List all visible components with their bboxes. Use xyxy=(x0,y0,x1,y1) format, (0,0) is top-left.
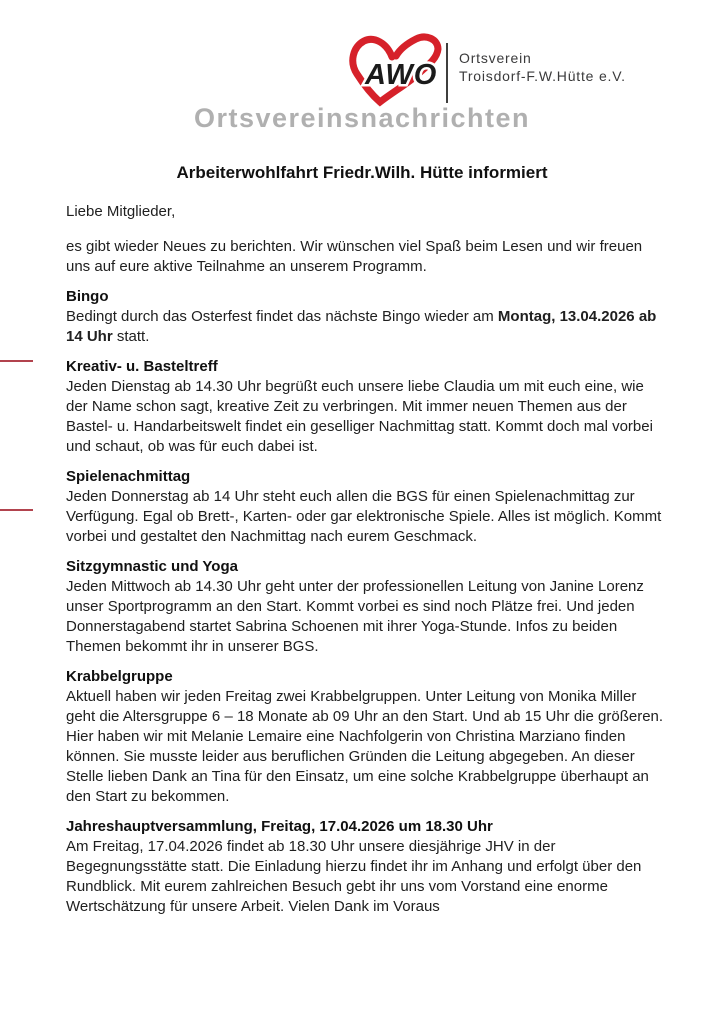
logo-org-line1: Ortsverein xyxy=(459,50,532,66)
section-heading: Spielenachmittag xyxy=(66,468,191,485)
newsletter-section xyxy=(66,667,668,807)
newsletter-section xyxy=(66,817,668,917)
text-run: statt. xyxy=(112,328,150,345)
text-run: Aktuell haben wir jeden Freitag zwei Krabbelgruppen. Unter Leitung von Monika Miller geht die Altersgruppe 6 – 18 Monate ab 09 Uhr an den Start. Und ab 15 Uhr die größeren. Hier haben wir mit Melanie Lemaire eine Nachfolgerin von Christina Marziano finden können. Sie musste leider aus beruflichen Gründen die Leitung abgegeben. An dieser Stelle lieben Dank an Tina für den Einsatz, um eine solche Krabbelgruppe überhaupt an den Start zu bekommen. xyxy=(66,688,664,805)
newsletter-body xyxy=(66,202,668,927)
section-heading: Kreativ- u. Basteltreff xyxy=(66,358,218,375)
logo-org-line2: Troisdorf-F.W.Hütte e.V. xyxy=(459,68,626,84)
intro-paragraph: es gibt wieder Neues zu berichten. Wir wünschen viel Spaß beim Lesen und wir freuen uns auf eure aktive Teilnahme an unserem Programm. xyxy=(66,238,643,275)
text-run: Jeden Dienstag ab 14.30 Uhr begrüßt euch unsere liebe Claudia um mit euch eine, wie der Name schon sagt, kreative Zeit zu verbringen. Mit immer neuen Themen aus der Bastel- u. Handarbeitswelt findet ein geselliger Nachmittag statt. Kommt doch mal vorbei und schaut, ob was für euch dabei ist. xyxy=(66,378,653,455)
section-paragraph xyxy=(66,577,668,657)
greeting: Liebe Mitglieder, xyxy=(66,203,176,220)
awo-wordmark: AWO xyxy=(365,59,438,91)
sections xyxy=(66,287,668,917)
logo-divider xyxy=(446,43,448,103)
awo-logo xyxy=(350,36,626,107)
section-heading: Krabbelgruppe xyxy=(66,668,173,685)
section-heading: Bingo xyxy=(66,288,109,305)
newsletter-section xyxy=(66,557,668,657)
section-paragraph xyxy=(66,377,668,457)
awo-heart-logo xyxy=(350,36,444,107)
newsletter-section xyxy=(66,357,668,457)
text-run: Am Freitag, 17.04.2026 findet ab 18.30 Uhr unsere diesjährige JHV in der Begegnungsstätte statt. Die Einladung hierzu findet ihr im Anhang und erfolgt über den Rundblick. Mit eurem zahlreichen Besuch gebt ihr uns vom Vorstand eine enorme Wertschätzung für unsere Arbeit. Vielen Dank im Voraus xyxy=(66,838,642,915)
newsletter-section xyxy=(66,287,668,347)
fold-mark-top xyxy=(0,360,33,362)
section-heading: Sitzgymnastic und Yoga xyxy=(66,558,238,575)
logo-org-name xyxy=(459,49,626,85)
text-run: Bedingt durch das Osterfest findet das nächste Bingo wieder am xyxy=(66,308,498,325)
fold-mark-bottom xyxy=(0,509,33,511)
bold-text-run: Montag, 13.04.2026 ab 14 Uhr xyxy=(66,308,657,345)
text-run: Jeden Mittwoch ab 14.30 Uhr geht unter der professionellen Leitung von Janine Lorenz unser Sportprogramm an den Start. Kommt vorbei es sind noch Plätze frei. Und jeden Donnerstagabend startet Sabrina Schoenen mit ihrer Yoga-Stunde. Infos zu beiden Themen bekommt ihr in unserer BGS. xyxy=(66,578,644,655)
section-paragraph xyxy=(66,487,668,547)
section-paragraph xyxy=(66,687,668,807)
masthead-title: Ortsvereinsnachrichten xyxy=(193,103,531,133)
section-paragraph xyxy=(66,837,668,917)
heart-icon xyxy=(350,36,444,107)
section-heading: Jahreshauptversammlung, Freitag, 17.04.2026 um 18.30 Uhr xyxy=(66,818,493,835)
newsletter-subtitle: Arbeiterwohlfahrt Friedr.Wilh. Hütte informiert xyxy=(176,163,548,182)
section-paragraph xyxy=(66,307,668,347)
newsletter-section xyxy=(66,467,668,547)
text-run: Jeden Donnerstag ab 14 Uhr steht euch allen die BGS für einen Spielenachmittag zur Verfügung. Egal ob Brett-, Karten- oder gar elektronische Spiele. Alles ist möglich. Kommt vorbei und gestaltet den Nachmittag nach eurem Geschmack. xyxy=(66,488,662,545)
